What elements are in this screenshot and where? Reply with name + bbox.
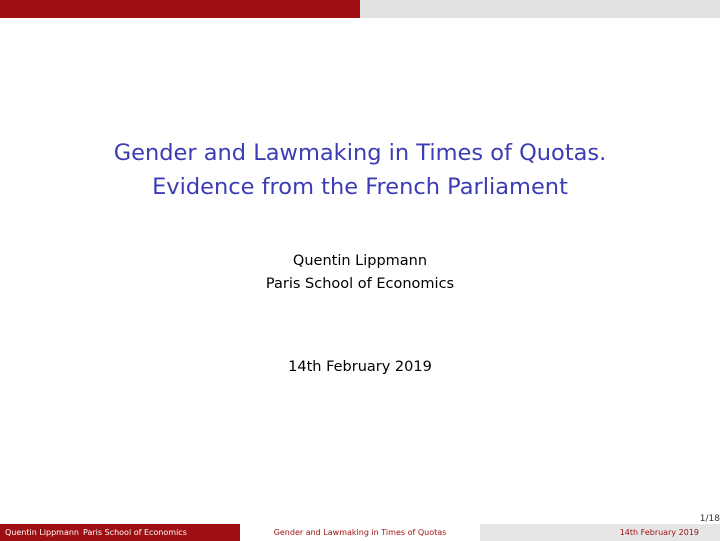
footer-author: Quentin Lippmann xyxy=(5,528,80,537)
footer-author-section xyxy=(0,524,240,541)
footer-title-section xyxy=(240,524,480,541)
footer-institute: Paris School of Economics xyxy=(83,528,187,537)
footer-date-section xyxy=(480,524,720,541)
slide-footer xyxy=(0,524,720,541)
presentation-date: 14th February 2019 xyxy=(288,359,432,375)
author-institute: Paris School of Economics xyxy=(265,276,455,292)
footer-date: 14th February 2019 xyxy=(619,528,699,537)
slide-title-line-2: Evidence from the French Parliament xyxy=(152,174,568,200)
author-name: Quentin Lippmann xyxy=(292,253,428,269)
footer-short-title: Gender and Lawmaking in Times of Quotas xyxy=(273,528,447,537)
page-number: 1/18 xyxy=(699,514,720,524)
slide-progress-fill xyxy=(0,0,360,18)
slide-progress-bar xyxy=(0,0,720,18)
slide-title-line-1: Gender and Lawmaking in Times of Quotas. xyxy=(113,140,607,166)
author-block xyxy=(0,250,720,296)
slide-title xyxy=(0,136,720,204)
